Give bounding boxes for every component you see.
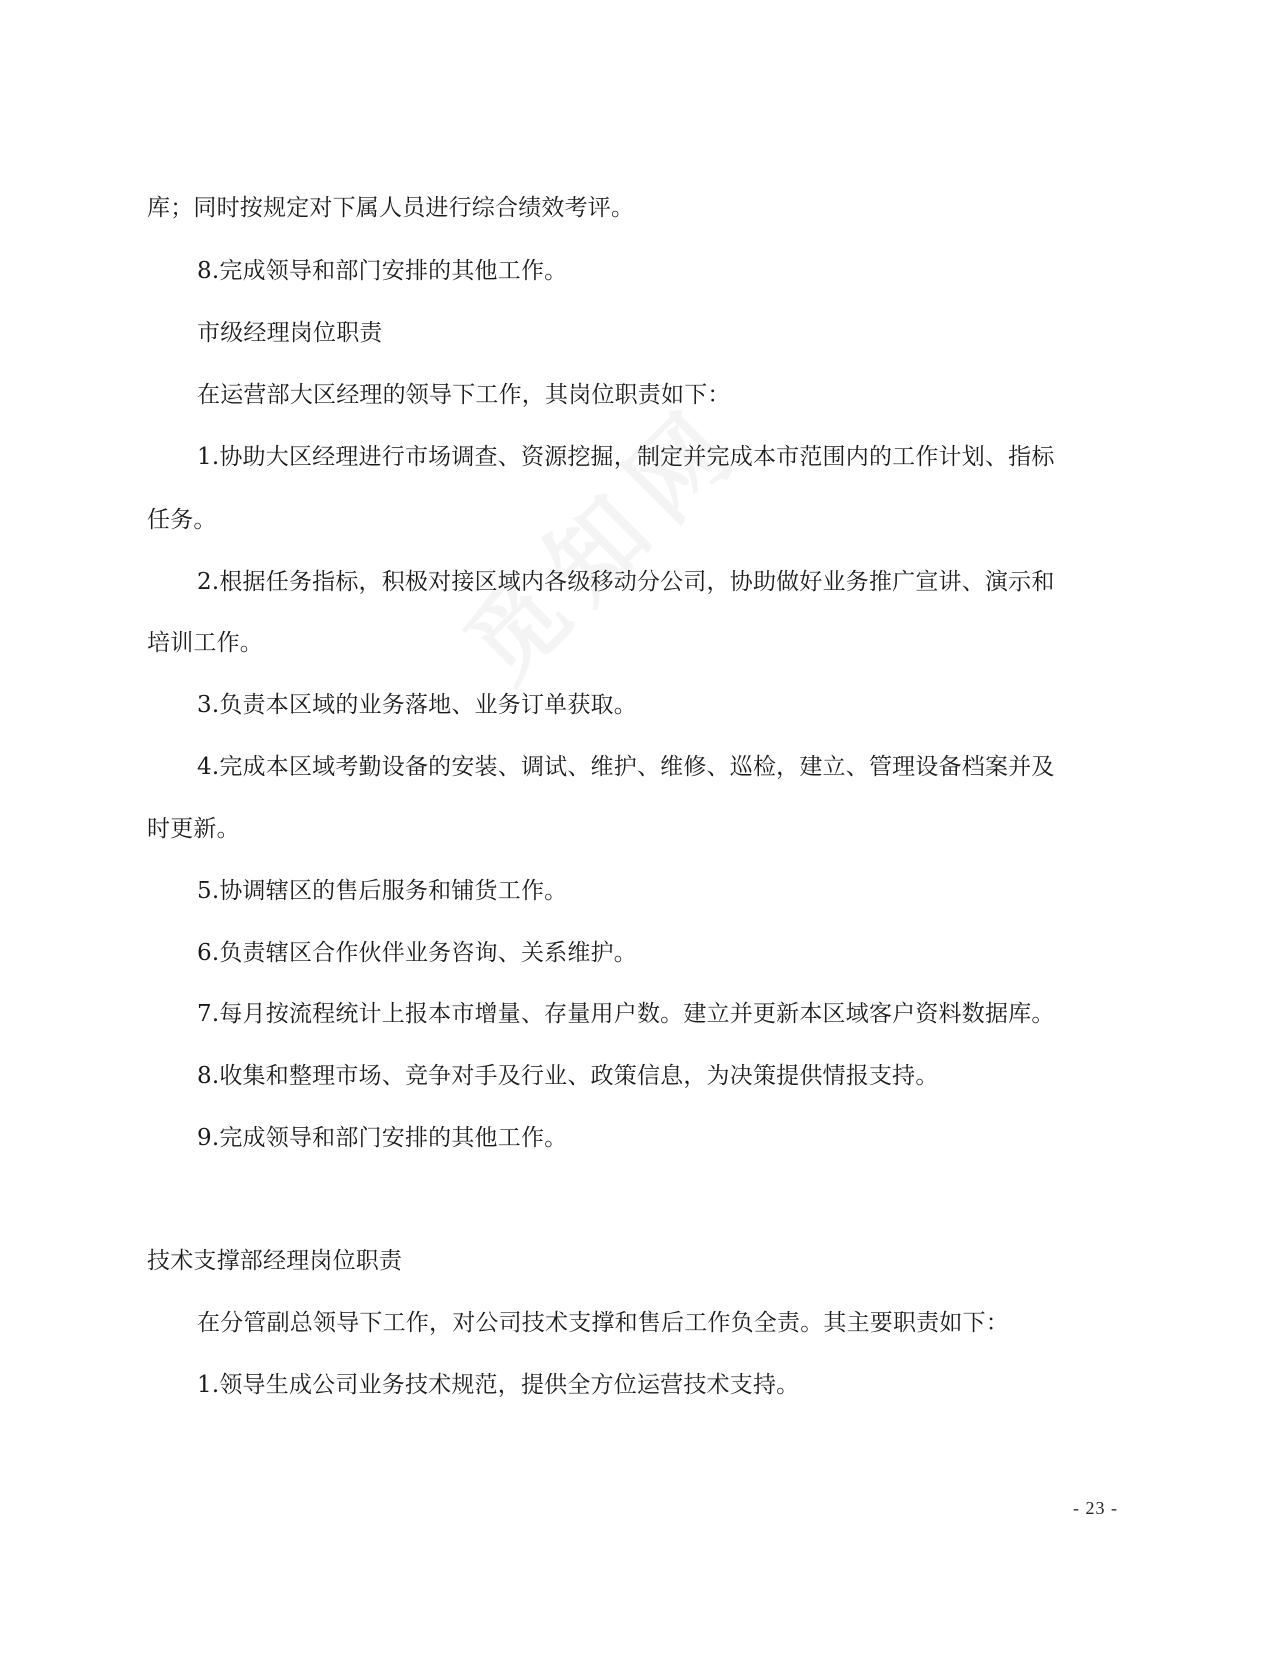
page-number: - 23 - [1073, 1498, 1118, 1518]
paragraph-line: 任务。 [147, 507, 217, 533]
paragraph-line: 7.每月按流程统计上报本市增量、存量用户数。建立并更新本区域客户资料数据库。 [197, 1001, 1055, 1027]
paragraph-line: 库；同时按规定对下属人员进行综合绩效考评。 [147, 195, 635, 221]
paragraph-line: 5.协调辖区的售后服务和铺货工作。 [197, 878, 568, 904]
paragraph-line: 9.完成领导和部门安排的其他工作。 [197, 1125, 568, 1151]
paragraph-line: 2.根据任务指标，积极对接区域内各级移动分公司，协助做好业务推广宣讲、演示和 [197, 569, 1055, 595]
paragraph-line: 1.协助大区经理进行市场调查、资源挖掘，制定并完成本市范围内的工作计划、指标 [197, 444, 1055, 470]
paragraph-line: 1.领导生成公司业务技术规范，提供全方位运营技术支持。 [197, 1372, 800, 1398]
paragraph-line: 8.收集和整理市场、竞争对手及行业、政策信息，为决策提供情报支持。 [197, 1063, 939, 1089]
paragraph-line: 培训工作。 [147, 630, 263, 656]
paragraph-line: 时更新。 [147, 816, 240, 842]
paragraph-line: 在分管副总领导下工作，对公司技术支撑和售后工作负全责。其主要职责如下： [197, 1310, 1009, 1336]
paragraph-line: 3.负责本区域的业务落地、业务订单获取。 [197, 692, 637, 718]
paragraph-line: 6.负责辖区合作伙伴业务咨询、关系维护。 [197, 940, 637, 966]
paragraph-line: 4.完成本区域考勤设备的安装、调试、维护、维修、巡检，建立、管理设备档案并及 [197, 754, 1055, 780]
paragraph-line: 在运营部大区经理的领导下工作，其岗位职责如下： [197, 382, 731, 408]
section-heading: 技术支撑部经理岗位职责 [147, 1248, 403, 1274]
paragraph-line: 8.完成领导和部门安排的其他工作。 [197, 258, 568, 284]
section-heading: 市级经理岗位职责 [197, 320, 383, 346]
